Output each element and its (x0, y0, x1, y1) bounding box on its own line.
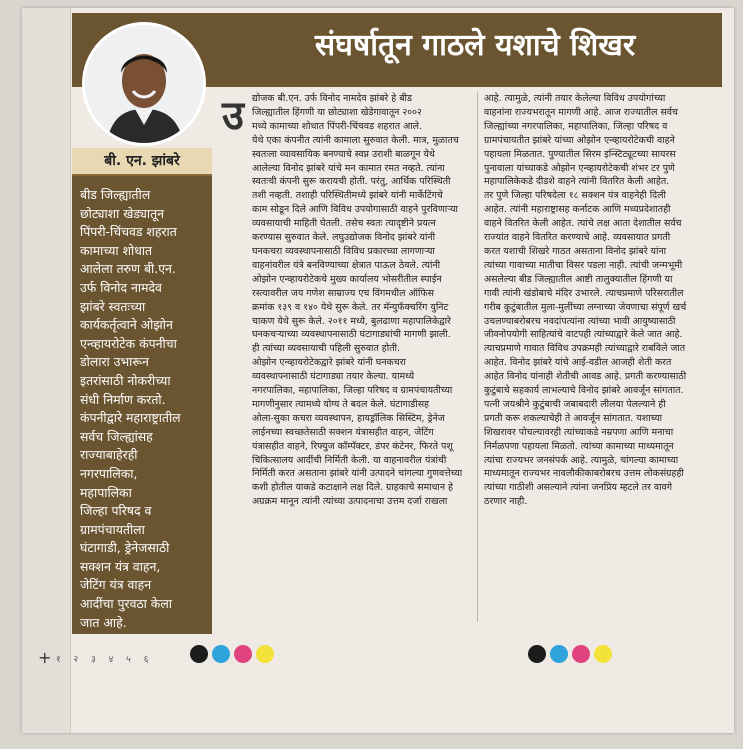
article-column-1: द्योजक बी.एन. उर्फ विनोद नामदेव झांबरे हे बीड जिल्ह्यातील हिंगणी या छोट्याशा खेडेगावातून २००२ मध्ये कामाच्या शोधात पिंपरी-चिंचवड शहरात आले. येथे एका कंपनीत त्यांनी कामाला सुरुवात केली. मात्र, मुळातच स्वतःला व्यावसायिक बनण्याचे स्वप्न उराशी बाळगून येथे आलेल्या विनोद झांबरे यांचे मन कामात रमत नव्हते. त्यांना स्वतःची कंपनी सुरू करायची होती. परंतु, आर्थिक परिस्थिती तशी नव्हती. तशाही परिस्थितीमध्ये झांबरे यांनी मार्केटिंगचे काम सोडून दिले आणि विविध उपयोगासाठी वाहने पुरविणाऱ्या व्यवसायाची माहिती घेतली. तसेच स्वतः त्यादृष्टीने प्रयत्न करण्यास सुरुवात केले. लघुउद्योजक विनोद झांबरे यांनी घनकचरा व्यवस्थापनासाठी विविध प्रकारच्या लागणाऱ्या वाहनांवरील यंत्रे बनविण्याच्या क्षेत्रात पाऊल ठेवले. त्यांनी ओझोन एन्व्हायरोटेकचे मुख्य कार्यालय भोसरीतील स्पाईन रस्त्यावरील जय गणेश साम्राज्य एच विंगमधील ऑफिस क्रमांक १३९ व १४० येथे सुरू केले. तर मॅन्युफॅक्चरिंग युनिट चाकण येथे सुरू केले. २०११ मध्ये, बुलढाणा महापालिकेद्वारे घनकचऱ्याच्या व्यवस्थापनासाठी घंटागाड्यांची मागणी झाली. ही त्यांच्या व्यवसायाची पहिली सुरुवात होती. ओझोन एन्व्हायरोटेकद्वारे झांबरे यांनी घनकचरा व्यवस्थापनासाठी घंटागाड्या तयार केल्या. यामध्ये नगरपालिका, महापालिका, जिल्हा परिषद व ग्रामपंचायतीच्या मागणीनुसार त्यामध्ये योग्य ते बदल केले. घंटागाडीसह ओला-सुका कचरा व्यवस्थापन, हायड्रॉलिक सिस्टिम, ड्रेनेज लाईनच्या स्वच्छतेसाठी सक्शन यंत्रासहीत वाहन, जेटिंग यंत्रासहीत वाहने, रिफ्युज कॉम्पॅक्टर, डंपर कंटेनर, फिरते पशू चिकित्सालय आदींची निर्मिती केली. या वाहनावरील यंत्रांची निर्मिती करत असताना झांबरे यांनी उत्पादने चांगल्या गुणवत्तेच्या कशी होतील याकडे कटाक्षाने लक्ष दिले. ग्राहकाचे समाधान हे अग्रक्रम मानून त्यांनी त्यांच्या उत्पादनाचा उत्तम दर्जा राखला (252, 93, 463, 508)
color-dot (572, 645, 590, 663)
color-dot (256, 645, 274, 663)
color-dot (550, 645, 568, 663)
portrait-photo (82, 22, 206, 146)
byline-bar (72, 148, 212, 176)
color-dot (594, 645, 612, 663)
color-dot (190, 645, 208, 663)
registration-mark: + (38, 648, 52, 667)
color-registration-dots-right (528, 645, 612, 663)
page-margin-strip (22, 8, 71, 733)
drop-cap: उ (222, 92, 244, 139)
column-divider (477, 92, 478, 622)
color-registration-dots-left (190, 645, 274, 663)
page-folio: १ २ ३ ४ ५ ६ (56, 655, 154, 665)
color-dot (212, 645, 230, 663)
summary-sidebar (72, 176, 212, 634)
summary-text: बीड जिल्ह्यातील छोट्याशा खेड्यातून पिंपरी-चिंचवड शहरात कामाच्या शोधात आलेला तरुण बी.एन. उर्फ विनोद नामदेव झांबरे स्वतःच्या कार्यकर्तृत्वाने ओझोन एन्व्हायरोटेक कंपनीचा डोलारा उभारून इतरांसाठी नोकरीच्या संधी निर्माण करतो. कंपनीद्वारे महाराष्ट्रातील सर्वच जिल्ह्यांसह राज्याबाहेरही नगरपालिका, महापालिका जिल्हा परिषद व ग्रामपंचायतीला घंटागाडी, ड्रेनेजसाठी सक्शन यंत्र वाहन, जेटिंग यंत्र वाहन आदींचा पुरवठा केला जात आहे. (80, 187, 181, 630)
article-headline: संघर्षातून गाठले यशाचे शिखर (314, 28, 636, 63)
portrait-illustration (85, 25, 203, 143)
byline-name: बी. एन. झांबरे (104, 153, 180, 169)
article-column-2: आहे. त्यामुळे, त्यांनी तयार केलेल्या विविध उपयोगांच्या वाहनांना राज्यभरातून मागणी आहे. आज राज्यातील सर्वच जिल्ह्यांच्या नगरपालिका, महापालिका, जिल्हा परिषद व ग्रामपंचायतीत झांबरे यांच्या ओझोन एन्व्हायरोटेकची वाहने पहायला मिळतात. पुण्यातील सिरम इन्स्टिट्यूटच्या सायरस पुनावाला यांच्याकडे ओझोन एन्व्हायरोटेकची शंभर टर पुणे महापालिकेकडे दीडशे वाहने त्यांनी वितरित केली आहेत. तर पुणे जिल्हा परिषदेला १८ सक्शन यंत्र वाहनेही दिली आहेत. त्यांनी महाराष्ट्रासह कर्नाटक आणि मध्यप्रदेशातही वाहने वितरित केली आहेत. त्यांचे लक्ष आता देशातील सर्वच राज्यांत वाहने वितरित करण्याचे आहे. व्यवसायात प्रगती करत यशाची शिखरे गाठत असताना विनोद झांबरे यांना त्यांच्या गावाच्या मातीचा विसर पडला नाही. त्यांची जन्मभूमी असलेल्या बीड जिल्ह्यातील आष्टी तालुक्यातील हिंगणी या गावी त्यांनी खंडोबाचे मंदिर उभारले. त्याचप्रमाणे परिसरातील गरीब कुटुंबातील मुला-मुलींच्या लग्नाच्या जेवणाचा संपूर्ण खर्च उचलण्याबरोबरच नवदांपत्यांना त्यांच्या भावी आयुष्यासाठी जीवनोपयोगी साहित्यांचे वाटपही त्यांच्याद्वारे केले जात आहे. त्याचप्रमाणे गावात विविध उपक्रमही त्यांच्याद्वारे राबविले जात आहेत. विनोद झांबरे यांचे आई-वडील आजही शेती करत आहेत विनोद यांनाही शेतीची आवड आहे. प्रगती करण्यासाठी कुटुंबाचे सहकार्य लाभल्याचे विनोद झांबरे आवर्जून सांगतात. पत्नी जयश्रीने कुटुंबाची जबाबदारी लीलया पेलल्याने ही प्रगती करू शकल्याचेही ते आवर्जून सांगतात. यशाच्या शिखरावर पोचल्यावरही त्यांच्याकडे नम्रपणा आणि मनाचा निर्मळपणा पहायला मिळतो. त्यांच्या कामाच्या माध्यमातून त्यांचा राज्यभर जनसंपर्क आहे. त्यामुळे, चांगल्या कामाच्या माध्यमातून राज्यभर नावलौकीकाबरोबरच उत्तम लोकसंग्रहही त्यांच्या गाठीशी असल्याने त्यांना जनप्रिय म्हटले तर वावगे ठरणार नाही. (484, 93, 687, 508)
color-dot (234, 645, 252, 663)
color-dot (528, 645, 546, 663)
